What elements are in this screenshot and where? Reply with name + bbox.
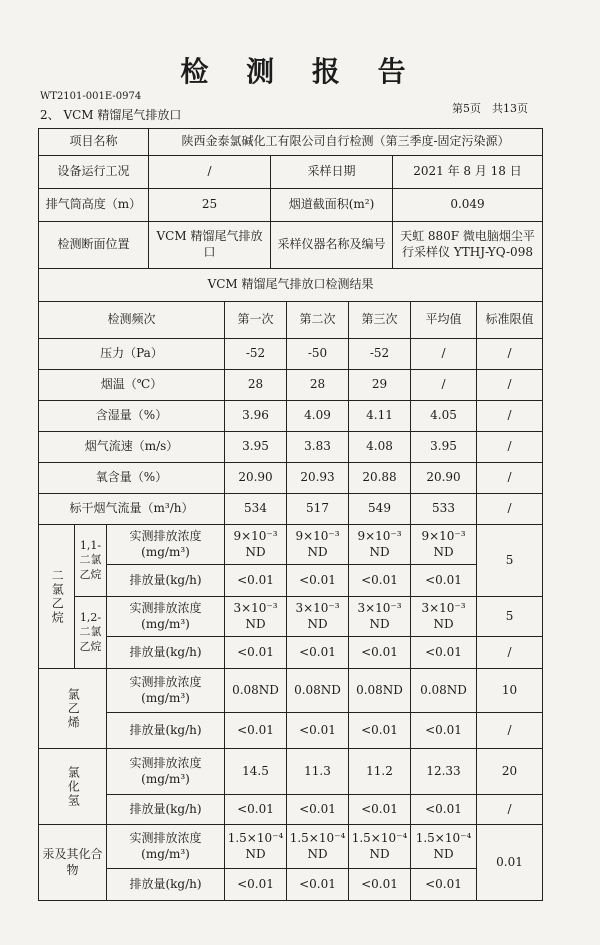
cell-value: 14.5 [225,749,287,795]
cell-value: 0.08ND [225,669,287,713]
cell-value: 4.08 [349,432,411,463]
row-label: 氧含量（%） [39,463,225,494]
cell-value: 3×10⁻³ ND [411,597,477,637]
table-row [39,463,543,494]
cell-value: 549 [349,494,411,525]
cell-value: / [477,795,543,825]
cell-value: 20.90 [225,463,287,494]
header-limit: 标准限值 [477,302,543,339]
cell-value: / [477,401,543,432]
table-row [39,749,543,795]
cell-value: 517 [287,494,349,525]
table-row [39,565,543,597]
cell-value: 10 [477,669,543,713]
table-row [39,713,543,749]
cell-value: <0.01 [287,565,349,597]
results-table [38,268,543,901]
cell-value: / [477,713,543,749]
dce11-name: 1,1-二氯乙烷 [75,525,107,597]
position-value: VCM 精馏尾气排放口 [149,222,271,269]
cell-value: <0.01 [411,795,477,825]
cell-value: <0.01 [287,869,349,901]
header-first: 第一次 [225,302,287,339]
cell-value: 20 [477,749,543,795]
row-label: 烟温（℃） [39,370,225,401]
table-row [39,339,543,370]
cell-value: -52 [349,339,411,370]
cell-value: <0.01 [349,637,411,669]
page-info: 第5页 共13页 [452,102,528,115]
conc-label: 实测排放浓度 (mg/m³) [107,669,225,713]
cell-value: 0.08ND [349,669,411,713]
cell-value: 9×10⁻³ ND [349,525,411,565]
flue-area-value: 0.049 [393,189,543,222]
cell-value: 28 [287,370,349,401]
group-dichloroethane: 二氯乙烷 [39,525,75,669]
hcl-name: 氯化氢 [39,749,107,825]
conc-label: 实测排放浓度 (mg/m³) [107,825,225,869]
project-label: 项目名称 [39,129,149,156]
cell-value: / [477,432,543,463]
table-row [39,370,543,401]
cell-value: <0.01 [287,795,349,825]
header-second: 第二次 [287,302,349,339]
cell-value: 4.09 [287,401,349,432]
results-banner: VCM 精馏尾气排放口检测结果 [39,269,543,302]
cell-value: 9×10⁻³ ND [287,525,349,565]
stack-height-value: 25 [149,189,271,222]
sampling-date-label: 采样日期 [271,156,393,189]
cell-value: 20.90 [411,463,477,494]
rate-label: 排放量(kg/h) [107,637,225,669]
row-label: 压力（Pa） [39,339,225,370]
table-row [39,825,543,869]
header-average: 平均值 [411,302,477,339]
cell-value: / [477,370,543,401]
cell-value: <0.01 [349,565,411,597]
cell-value: 9×10⁻³ ND [225,525,287,565]
cell-value: 4.11 [349,401,411,432]
cell-value: 1.5×10⁻⁴ ND [287,825,349,869]
cell-value: 3.95 [411,432,477,463]
cell-value: 0.01 [477,825,543,901]
flue-area-label: 烟道截面积(m²) [271,189,393,222]
cell-value: 3.83 [287,432,349,463]
cell-value: <0.01 [349,713,411,749]
row-label: 含湿量（%） [39,401,225,432]
cell-value: -52 [225,339,287,370]
info-table [38,128,543,269]
section-heading: 2、 VCM 精馏尾气排放口 [40,108,182,122]
cell-value: / [477,637,543,669]
instrument-value: 天虹 880F 微电脑烟尘平行采样仪 YTHJ-YQ-098 [393,222,543,269]
cell-value: 533 [411,494,477,525]
cell-value: 12.33 [411,749,477,795]
cell-value: 0.08ND [411,669,477,713]
header-third: 第三次 [349,302,411,339]
cell-value: <0.01 [349,869,411,901]
rate-label: 排放量(kg/h) [107,565,225,597]
cell-value: 11.2 [349,749,411,795]
cell-value: 20.88 [349,463,411,494]
rate-label: 排放量(kg/h) [107,869,225,901]
table-row [39,494,543,525]
cell-value: 3.96 [225,401,287,432]
cell-value: 5 [477,597,543,637]
cell-value: <0.01 [411,869,477,901]
cell-value: / [477,494,543,525]
row-label: 烟气流速（m/s） [39,432,225,463]
table-row [39,432,543,463]
cell-value: 3×10⁻³ ND [349,597,411,637]
table-row [39,637,543,669]
cell-value: <0.01 [225,869,287,901]
cell-value: 3×10⁻³ ND [287,597,349,637]
cell-value: <0.01 [411,713,477,749]
vinyl-chloride-name: 氯乙烯 [39,669,107,749]
cell-value: 1.5×10⁻⁴ ND [411,825,477,869]
cell-value: / [477,463,543,494]
instrument-label: 采样仪器名称及编号 [271,222,393,269]
document-number: WT2101-001E-0974 [40,91,142,102]
dce12-name: 1,2-二氯乙烷 [75,597,107,669]
table-row [39,525,543,565]
cell-value: 29 [349,370,411,401]
cell-value: 3.95 [225,432,287,463]
condition-value: / [149,156,271,189]
cell-value: 3×10⁻³ ND [225,597,287,637]
stack-height-label: 排气筒高度（m） [39,189,149,222]
table-row [39,795,543,825]
conc-label: 实测排放浓度 (mg/m³) [107,749,225,795]
cell-value: 5 [477,525,543,597]
cell-value: / [411,339,477,370]
table-row [39,869,543,901]
table-row [39,597,543,637]
cell-value: <0.01 [287,713,349,749]
mercury-name: 汞及其化合物 [39,825,107,901]
table-row [39,401,543,432]
cell-value: <0.01 [287,637,349,669]
cell-value: 1.5×10⁻⁴ ND [349,825,411,869]
cell-value: 1.5×10⁻⁴ ND [225,825,287,869]
sampling-date-value: 2021 年 8 月 18 日 [393,156,543,189]
cell-value: 11.3 [287,749,349,795]
cell-value: 28 [225,370,287,401]
rate-label: 排放量(kg/h) [107,713,225,749]
report-title: 检 测 报 告 [180,55,420,88]
header-item: 检测频次 [39,302,225,339]
row-label: 标干烟气流量（m³/h） [39,494,225,525]
cell-value: <0.01 [225,637,287,669]
conc-label: 实测排放浓度 (mg/m³) [107,525,225,565]
cell-value: 9×10⁻³ ND [411,525,477,565]
cell-value: <0.01 [225,713,287,749]
project-value: 陕西金泰氯碱化工有限公司自行检测（第三季度-固定污染源） [149,129,543,156]
condition-label: 设备运行工况 [39,156,149,189]
cell-value: <0.01 [411,637,477,669]
cell-value: <0.01 [411,565,477,597]
cell-value: <0.01 [225,795,287,825]
cell-value: 534 [225,494,287,525]
conc-label: 实测排放浓度 (mg/m³) [107,597,225,637]
cell-value: 0.08ND [287,669,349,713]
cell-value: 20.93 [287,463,349,494]
cell-value: -50 [287,339,349,370]
position-label: 检测断面位置 [39,222,149,269]
cell-value: 4.05 [411,401,477,432]
cell-value: / [411,370,477,401]
cell-value: <0.01 [349,795,411,825]
cell-value: / [477,339,543,370]
rate-label: 排放量(kg/h) [107,795,225,825]
table-row [39,669,543,713]
cell-value: <0.01 [225,565,287,597]
